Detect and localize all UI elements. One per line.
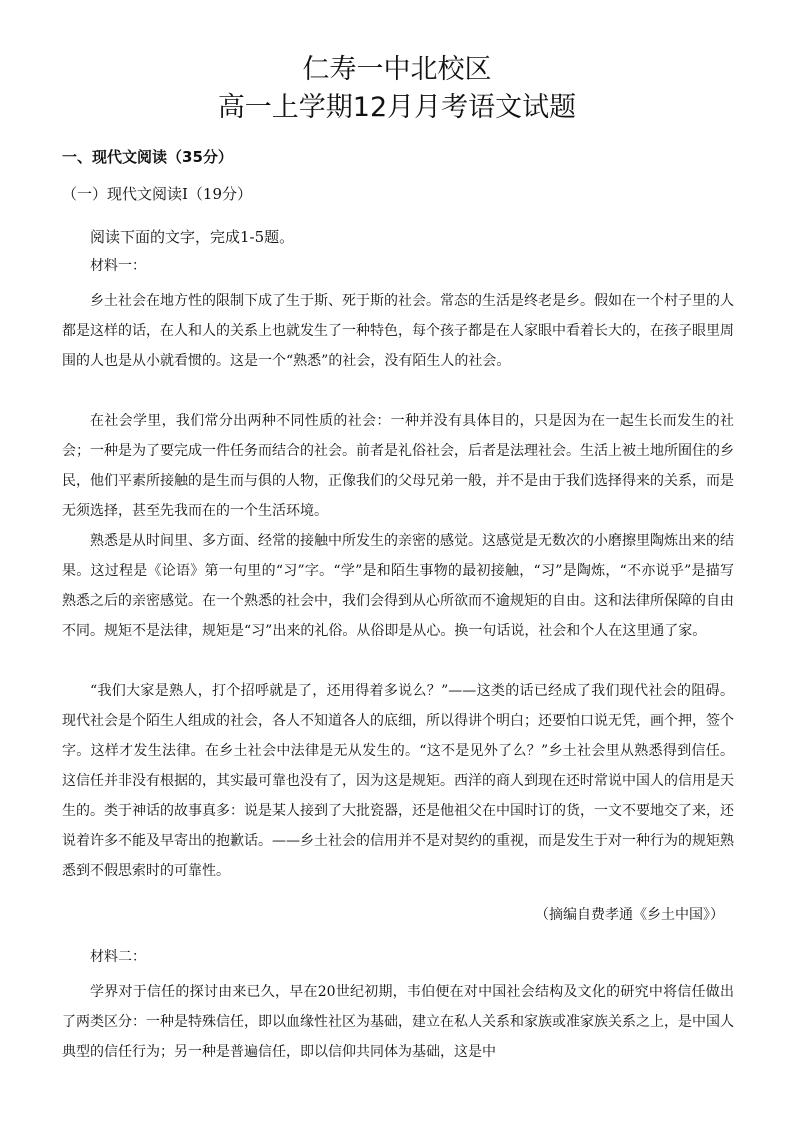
exam-title: 高一上学期12月月考语文试题 bbox=[217, 92, 577, 123]
material2-label: 材料二： bbox=[90, 949, 146, 965]
material1-paragraph: “我们大家是熟人，打个招呼就是了，还用得着多说么？”——这类的话已经成了我们现代社会的阻碍。现代社会是个陌生人组成的社会，各人不知道各人的底细，所以得讲个明白；还要怕口说无凭，画个押，签个字。这样才发生法律。在乡土社会中法律是无从发生的。“这不是见外了么？”乡土社会里从熟悉得到信任。这信任并非没有根据的，其实最可靠也没有了，因为这是规矩。西洋的商人到现在还时常说中国人的信用是天生的。类于神话的故事真多：说是某人接到了大批瓷器，还是他祖父在中国时订的货，一文不要地交了来，还说着许多不能及早寄出的抱歉话。——乡土社会的信用并不是对契约的重视，而是发生于对一种行为的规矩熟悉到不假思索时的可靠性。 bbox=[62, 683, 734, 879]
school-title: 仁寿一中北校区 bbox=[302, 54, 492, 85]
material1-paragraph: 熟悉是从时间里、多方面、经常的接触中所发生的亲密的感觉。这感觉是无数次的小磨擦里陶炼出来的结果。这过程是《论语》第一句里的“习”字。“学”是和陌生事物的最初接触，“习”是陶炼，“不亦说乎”是描写熟悉之后的亲密感觉。在一个熟悉的社会中，我们会得到从心所欲而不逾规矩的自由。这和法律所保障的自由不同。规矩不是法律，规矩是“习”出来的礼俗。从俗即是从心。换一句话说，社会和个人在这里通了家。 bbox=[62, 533, 734, 639]
material1-source: （摘编自费孝通《乡土中国》） bbox=[535, 907, 724, 923]
material1-paragraph: 在社会学里，我们常分出两种不同性质的社会：一种并没有具体目的，只是因为在一起生长而发生的社会；一种是为了要完成一件任务而结合的社会。前者是礼俗社会，后者是法理社会。生活上被土地所囿住的乡民，他们平素所接触的是生而与俱的人物，正像我们的父母兄弟一般，并不是由于我们选择得来的关系，而是无须选择，甚至先我而在的一个生活环境。 bbox=[62, 413, 734, 519]
subsection-heading: （一）现代文阅读Ⅰ（19分） bbox=[62, 185, 253, 203]
material1-paragraph: 乡土社会在地方性的限制下成了生于斯、死于斯的社会。常态的生活是终老是乡。假如在一个村子里的人都是这样的话，在人和人的关系上也就发生了一种特色，每个孩子都是在人家眼中看着长大的，在孩子眼里周围的人也是从小就看惯的。这是一个“熟悉”的社会，没有陌生人的社会。 bbox=[62, 293, 734, 369]
section-heading: 一、现代文阅读（35分） bbox=[62, 148, 233, 166]
reading-instruction: 阅读下面的文字，完成1-5题。 bbox=[90, 228, 295, 246]
material2-paragraph: 学界对于信任的探讨由来已久，早在20世纪初期，韦伯便在对中国社会结构及文化的研究中将信任做出了两类区分：一种是特殊信任，即以血缘性社区为基础，建立在私人关系和家族或准家族关系之上，是中国人典型的信任行为；另一种是普遍信任，即以信仰共同体为基础，这是中 bbox=[62, 984, 734, 1060]
material1-label: 材料一： bbox=[90, 258, 146, 274]
